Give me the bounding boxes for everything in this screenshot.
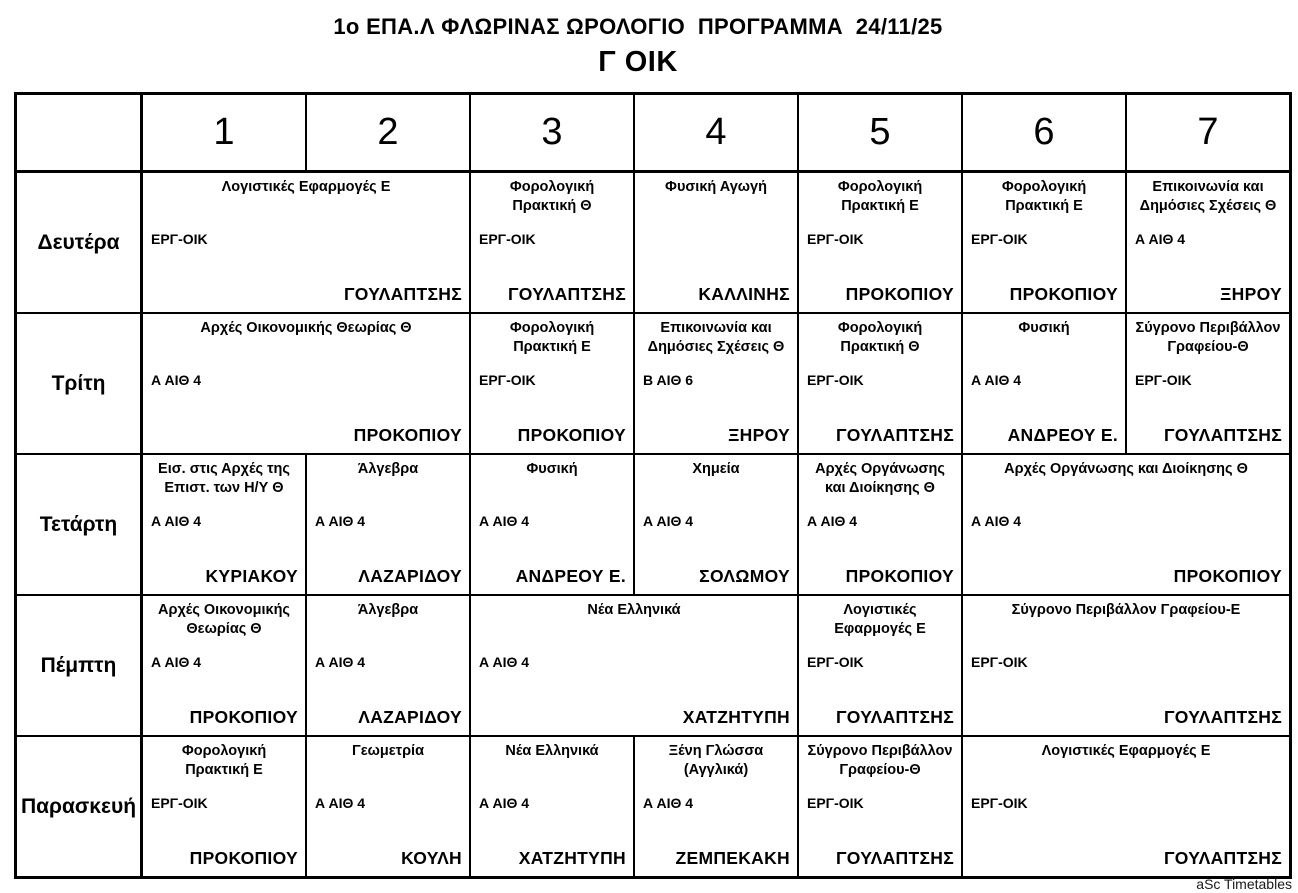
lesson-cell: [963, 596, 1289, 735]
lesson-cell: [963, 737, 1289, 876]
lesson-cell: [143, 173, 469, 312]
teacher-label: ΠΡΟΚΟΠΙΟΥ: [189, 848, 298, 868]
period-header-1: 1: [143, 95, 305, 171]
lesson-cell: [307, 737, 469, 876]
subject-label: Λογιστικές Εφαρμογές Ε: [221, 179, 391, 195]
watermark: aSc Timetables: [1196, 876, 1292, 892]
room-label: ΕΡΓ-ΟΙΚ: [971, 795, 1028, 811]
room-label: Α ΑΙΘ 4: [315, 795, 366, 811]
room-label: ΕΡΓ-ΟΙΚ: [971, 231, 1028, 247]
teacher-label: ΛΑΖΑΡΙΔΟΥ: [358, 566, 462, 586]
teacher-label: ΠΡΟΚΟΠΙΟΥ: [1009, 284, 1118, 304]
lesson-cell: [471, 455, 633, 594]
lesson-cell: [1127, 314, 1289, 453]
period-header-5: 5: [799, 95, 961, 171]
day-label: Παρασκευή: [17, 737, 141, 876]
room-label: Α ΑΙΘ 4: [151, 372, 202, 388]
subject-label: Χημεία: [692, 461, 740, 477]
lesson-cell: [799, 455, 961, 594]
subject-label: Φορολογική Πρακτική Ε: [837, 179, 923, 214]
room-label: ΕΡΓ-ΟΙΚ: [1135, 372, 1192, 388]
period-header-4: 4: [635, 95, 797, 171]
lesson-cell: [635, 455, 797, 594]
lesson-cell: [799, 596, 961, 735]
teacher-label: ΓΟΥΛΑΠΤΣΗΣ: [507, 284, 626, 304]
teacher-label: ΧΑΤΖΗΤΥΠΗ: [518, 848, 626, 868]
lesson-cell: [143, 737, 305, 876]
room-label: Α ΑΙΘ 4: [643, 795, 694, 811]
teacher-label: ΓΟΥΛΑΠΤΣΗΣ: [835, 707, 954, 727]
corner-cell: [17, 95, 141, 171]
teacher-label: ΣΟΛΩΜΟΥ: [699, 566, 790, 586]
teacher-label: ΖΕΜΠΕΚΑΚΗ: [675, 848, 790, 868]
room-label: Α ΑΙΘ 4: [315, 513, 366, 529]
subject-label: Φυσική Αγωγή: [665, 179, 767, 195]
day-label: Πέμπτη: [17, 596, 141, 735]
room-label: ΕΡΓ-ΟΙΚ: [807, 231, 864, 247]
lesson-cell: [471, 314, 633, 453]
room-label: Α ΑΙΘ 4: [1135, 231, 1186, 247]
period-header-6: 6: [963, 95, 1125, 171]
room-label: Α ΑΙΘ 4: [479, 654, 530, 670]
subject-label: Φυσική: [1018, 320, 1070, 336]
period-header-7: 7: [1127, 95, 1289, 171]
room-label: ΕΡΓ-ΟΙΚ: [807, 654, 864, 670]
subject-label: Επικοινωνία και Δημόσιες Σχέσεις Θ: [647, 320, 785, 355]
period-header-2: 2: [307, 95, 469, 171]
lesson-cell: [635, 173, 797, 312]
subject-label: Ξένη Γλώσσα (Αγγλικά): [668, 743, 764, 778]
subject-label: Λογιστικές Εφαρμογές Ε: [834, 602, 926, 637]
teacher-label: ΚΟΥΛΗ: [401, 848, 462, 868]
room-label: ΕΡΓ-ΟΙΚ: [151, 795, 208, 811]
teacher-label: ΞΗΡΟΥ: [1220, 284, 1282, 304]
teacher-label: ΛΑΖΑΡΙΔΟΥ: [358, 707, 462, 727]
lesson-cell: [143, 596, 305, 735]
room-label: Α ΑΙΘ 4: [971, 513, 1022, 529]
subject-label: Φορολογική Πρακτική Ε: [1001, 179, 1087, 214]
teacher-label: ΚΥΡΙΑΚΟΥ: [205, 566, 298, 586]
period-header-3: 3: [471, 95, 633, 171]
lesson-cell: [963, 455, 1289, 594]
subject-label: Γεωμετρία: [352, 743, 424, 759]
lesson-cell: [471, 596, 797, 735]
lesson-cell: [307, 596, 469, 735]
subject-label: Νέα Ελληνικά: [587, 602, 681, 618]
lesson-cell: [471, 737, 633, 876]
subject-label: Σύγρονο Περιβάλλον Γραφείου-Ε: [1011, 602, 1241, 618]
teacher-label: ΧΑΤΖΗΤΥΠΗ: [682, 707, 790, 727]
room-label: Α ΑΙΘ 4: [971, 372, 1022, 388]
subject-label: Αρχές Οργάνωσης και Διοίκησης Θ: [815, 461, 945, 496]
teacher-label: ΠΡΟΚΟΠΙΟΥ: [845, 284, 954, 304]
subject-label: Φορολογική Πρακτική Θ: [509, 179, 595, 214]
subject-label: Φορολογική Πρακτική Ε: [509, 320, 595, 355]
room-label: Α ΑΙΘ 4: [479, 795, 530, 811]
lesson-cell: [635, 737, 797, 876]
subject-label: Αρχές Οικονομικής Θεωρίας Θ: [158, 602, 290, 637]
timetable-grid: [14, 92, 1292, 879]
lesson-cell: [799, 314, 961, 453]
lesson-cell: [635, 314, 797, 453]
teacher-label: ΠΡΟΚΟΠΙΟΥ: [845, 566, 954, 586]
class-title: Γ ΟΙΚ: [598, 46, 678, 78]
room-label: Α ΑΙΘ 4: [807, 513, 858, 529]
teacher-label: ΠΡΟΚΟΠΙΟΥ: [189, 707, 298, 727]
room-label: Α ΑΙΘ 4: [479, 513, 530, 529]
room-label: ΕΡΓ-ΟΙΚ: [807, 795, 864, 811]
teacher-label: ΓΟΥΛΑΠΤΣΗΣ: [1163, 707, 1282, 727]
teacher-label: ΠΡΟΚΟΠΙΟΥ: [1173, 566, 1282, 586]
lesson-cell: [143, 314, 469, 453]
subject-label: Σύγρονο Περιβάλλον Γραφείου-Θ: [1135, 320, 1281, 355]
room-label: ΕΡΓ-ΟΙΚ: [479, 231, 536, 247]
day-label: Τρίτη: [17, 314, 141, 453]
teacher-label: ΓΟΥΛΑΠΤΣΗΣ: [1163, 848, 1282, 868]
lesson-cell: [799, 173, 961, 312]
lesson-cell: [963, 173, 1125, 312]
subject-label: Αρχές Οργάνωσης και Διοίκησης Θ: [1004, 461, 1248, 477]
room-label: ΕΡΓ-ΟΙΚ: [807, 372, 864, 388]
room-label: ΕΡΓ-ΟΙΚ: [151, 231, 208, 247]
lesson-cell: [799, 737, 961, 876]
teacher-label: ΓΟΥΛΑΠΤΣΗΣ: [835, 848, 954, 868]
lesson-cell: [963, 314, 1125, 453]
teacher-label: ΠΡΟΚΟΠΙΟΥ: [517, 425, 626, 445]
subject-label: Σύγρονο Περιβάλλον Γραφείου-Θ: [807, 743, 953, 778]
subject-label: Αρχές Οικονομικής Θεωρίας Θ: [200, 320, 412, 336]
subject-label: Άλγεβρα: [357, 602, 419, 618]
subject-label: Επικοινωνία και Δημόσιες Σχέσεις Θ: [1139, 179, 1277, 214]
subject-label: Νέα Ελληνικά: [505, 743, 599, 759]
teacher-label: ΞΗΡΟΥ: [728, 425, 790, 445]
room-label: Α ΑΙΘ 4: [643, 513, 694, 529]
lesson-cell: [471, 173, 633, 312]
room-label: Α ΑΙΘ 4: [151, 654, 202, 670]
subject-label: Φορολογική Πρακτική Θ: [837, 320, 923, 355]
day-label: Δευτέρα: [17, 173, 141, 312]
subject-label: Άλγεβρα: [357, 461, 419, 477]
teacher-label: ΓΟΥΛΑΠΤΣΗΣ: [835, 425, 954, 445]
room-label: ΕΡΓ-ΟΙΚ: [971, 654, 1028, 670]
subject-label: Φυσική: [526, 461, 578, 477]
lesson-cell: [143, 455, 305, 594]
subject-label: Φορολογική Πρακτική Ε: [181, 743, 267, 778]
teacher-label: ΑΝΔΡΕΟΥ Ε.: [515, 566, 626, 586]
teacher-label: ΑΝΔΡΕΟΥ Ε.: [1007, 425, 1118, 445]
room-label: ΕΡΓ-ΟΙΚ: [479, 372, 536, 388]
teacher-label: ΚΑΛΛΙΝΗΣ: [698, 284, 790, 304]
lesson-cell: [307, 455, 469, 594]
teacher-label: ΓΟΥΛΑΠΤΣΗΣ: [1163, 425, 1282, 445]
teacher-label: ΓΟΥΛΑΠΤΣΗΣ: [343, 284, 462, 304]
day-label: Τετάρτη: [17, 455, 141, 594]
room-label: Α ΑΙΘ 4: [151, 513, 202, 529]
subject-label: Εισ. στις Αρχές της Επιστ. των Η/Υ Θ: [158, 461, 290, 496]
lesson-cell: [1127, 173, 1289, 312]
teacher-label: ΠΡΟΚΟΠΙΟΥ: [353, 425, 462, 445]
subject-label: Λογιστικές Εφαρμογές Ε: [1041, 743, 1211, 759]
room-label: Α ΑΙΘ 4: [315, 654, 366, 670]
page-title: 1ο ΕΠΑ.Λ ΦΛΩΡΙΝΑΣ ΩΡΟΛΟΓΙΟ ΠΡΟΓΡΑΜΜΑ 24/11/25: [333, 14, 943, 39]
room-label: Β ΑΙΘ 6: [643, 372, 694, 388]
